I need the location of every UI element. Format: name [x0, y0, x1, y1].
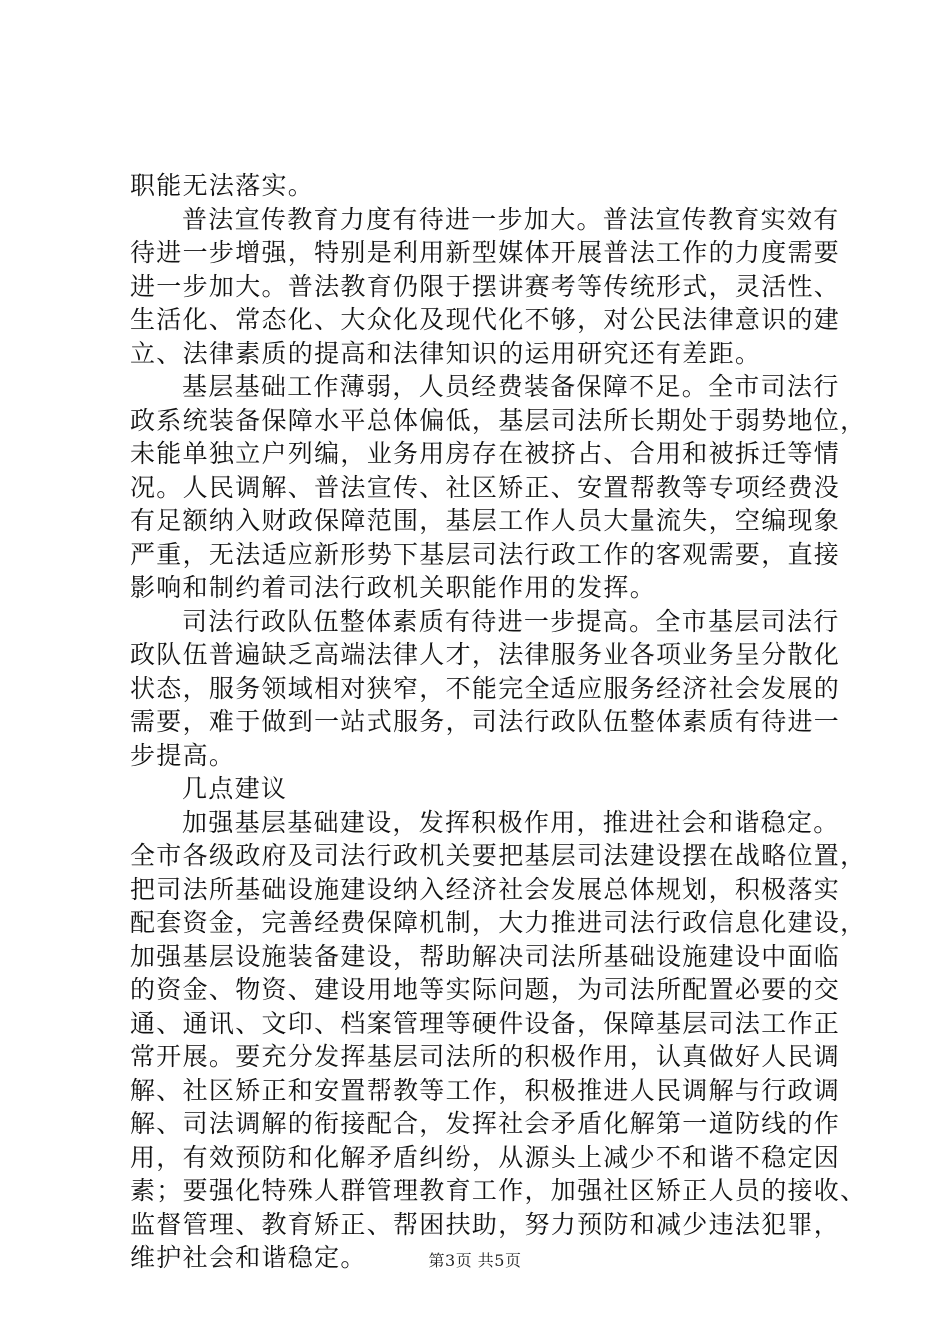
text-line: 状态，服务领域相对狭窄，不能完全适应服务经济社会发展的 — [130, 673, 841, 703]
text-line: 立、法律素质的提高和法律知识的运用研究还有差距。 — [130, 338, 762, 368]
text-line: 解、司法调解的衔接配合，发挥社会矛盾化解第一道防线的作 — [130, 1109, 841, 1138]
text-line: 素；要强化特殊人群管理教育工作，加强社区矫正人员的接收、 — [130, 1176, 867, 1205]
text-line: 几点建议 — [182, 774, 288, 803]
text-line: 影响和制约着司法行政机关职能作用的发挥。 — [130, 573, 657, 602]
text-line: 解、社区矫正和安置帮教等工作，积极推进人民调解与行政调 — [130, 1075, 841, 1105]
text-line: 把司法所基础设施建设纳入经济社会发展总体规划，积极落实 — [130, 874, 841, 904]
text-line: 待进一步增强，特别是利用新型媒体开展普法工作的力度需要 — [130, 238, 841, 267]
text-line: 用，有效预防和化解矛盾纠纷，从源头上减少不和谐不稳定因 — [130, 1142, 841, 1172]
text-line: 步提高。 — [130, 740, 236, 770]
text-line: 通、通讯、文印、档案管理等硬件设备，保障基层司法工作正 — [130, 1008, 841, 1038]
page-number: 第3页 共5页 — [428, 1251, 522, 1270]
text-line: 有足额纳入财政保障范围，基层工作人员大量流失，空编现象 — [130, 506, 841, 535]
text-line: 配套资金，完善经费保障机制，大力推进司法行政信息化建设， — [130, 908, 867, 937]
text-line: 生活化、常态化、大众化及现代化不够，对公民法律意识的建 — [130, 305, 841, 334]
text-line: 普法宣传教育力度有待进一步加大。普法宣传教育实效有 — [182, 204, 840, 234]
text-line: 监督管理、教育矫正、帮困扶助，努力预防和减少违法犯罪， — [130, 1209, 841, 1239]
text-line: 常开展。要充分发挥基层司法所的积极作用，认真做好人民调 — [130, 1042, 841, 1071]
text-line: 严重，无法适应新形势下基层司法行政工作的客观需要，直接 — [130, 539, 841, 569]
text-line: 基层基础工作薄弱，人员经费装备保障不足。全市司法行 — [182, 372, 840, 401]
text-line: 进一步加大。普法教育仍限于摆讲赛考等传统形式，灵活性、 — [130, 271, 841, 301]
text-line: 的资金、物资、建设用地等实际问题，为司法所配置必要的交 — [130, 975, 841, 1004]
text-line: 政系统装备保障水平总体偏低，基层司法所长期处于弱势地位， — [130, 405, 867, 435]
text-line: 需要，难于做到一站式服务，司法行政队伍整体素质有待进一 — [130, 707, 841, 736]
text-line: 加强基层基础建设，发挥积极作用，推进社会和谐稳定。 — [182, 807, 840, 837]
text-line: 未能单独立户列编，业务用房存在被挤占、合用和被拆迁等情 — [130, 439, 841, 468]
text-line: 全市各级政府及司法行政机关要把基层司法建设摆在战略位置， — [130, 841, 867, 870]
text-line: 加强基层设施装备建设，帮助解决司法所基础设施建设中面临 — [130, 941, 841, 971]
text-line: 职能无法落实。 — [130, 171, 315, 200]
text-line: 政队伍普遍缺乏高端法律人才，法律服务业各项业务呈分散化 — [130, 640, 841, 669]
text-line: 况。人民调解、普法宣传、社区矫正、安置帮教等专项经费没 — [130, 472, 841, 502]
text-line: 司法行政队伍整体素质有待进一步提高。全市基层司法行 — [182, 606, 840, 636]
document-body — [130, 169, 867, 1275]
text-line: 维护社会和谐稳定。 — [130, 1243, 367, 1272]
